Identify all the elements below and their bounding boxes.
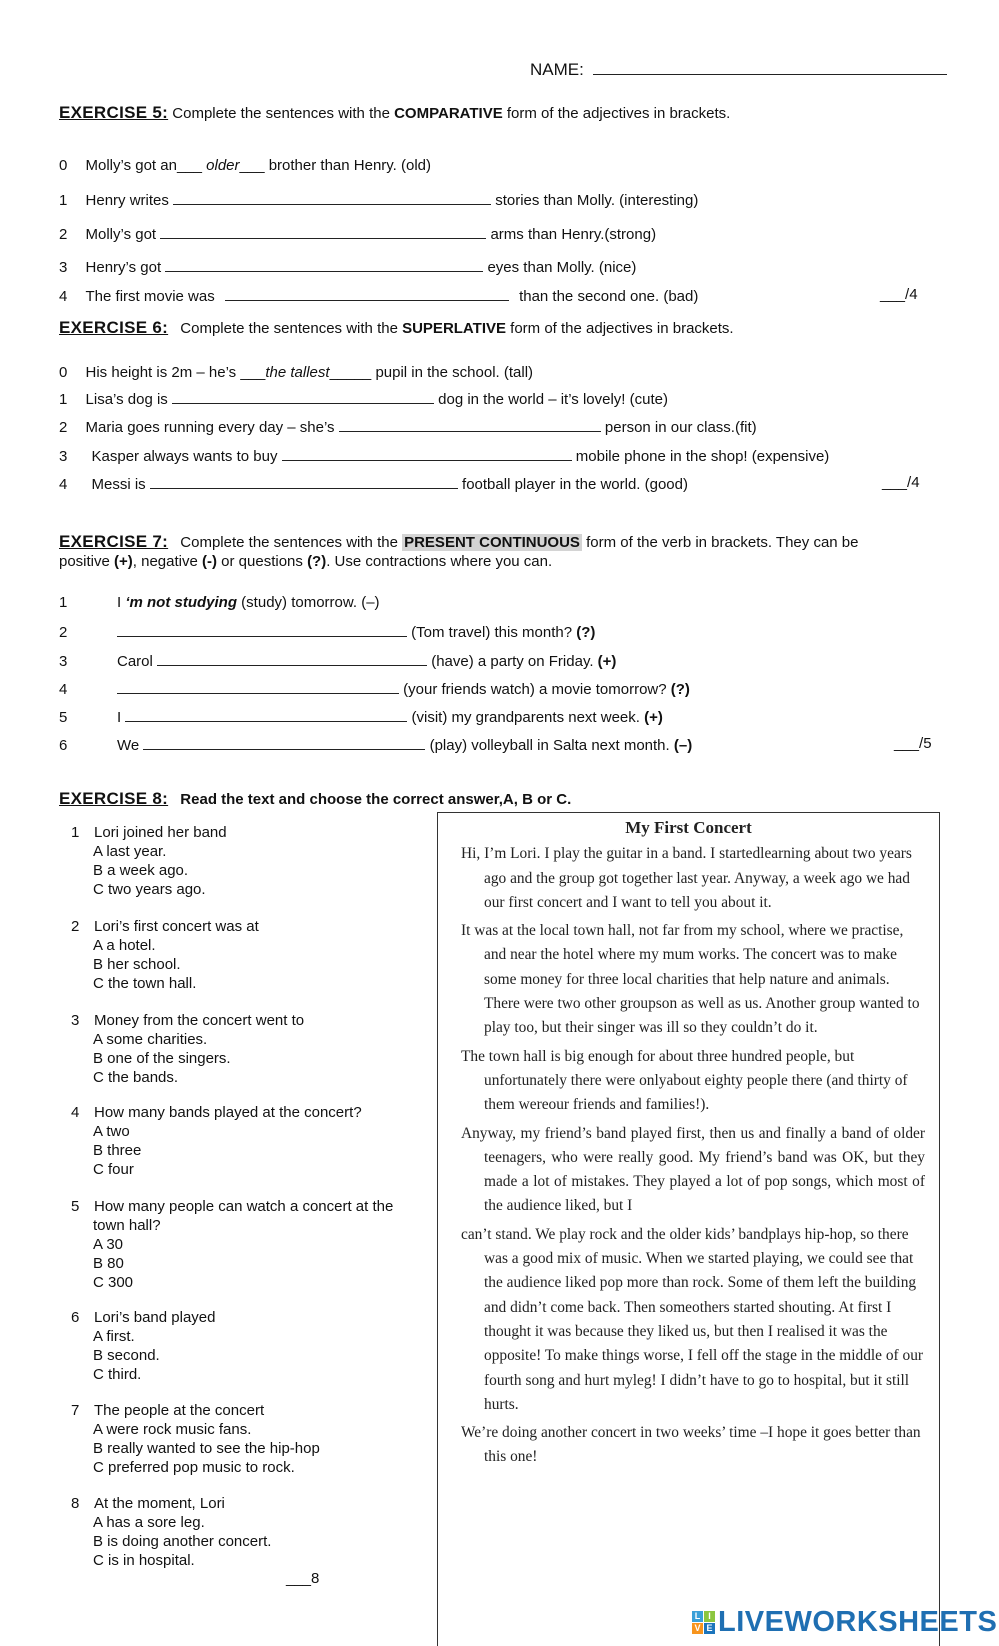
- question-stem: Lori’s first concert was at: [94, 918, 259, 935]
- ex5-item-0: [59, 157, 431, 174]
- answer-blank[interactable]: [339, 417, 601, 432]
- option-b[interactable]: B really wanted to see the hip-hop: [93, 1440, 320, 1457]
- item-text: (study) tomorrow. (–): [237, 594, 380, 611]
- sentence-type-mark: (+): [597, 653, 617, 670]
- sentence-type-mark: (?): [670, 681, 690, 698]
- item-number: 3: [59, 653, 68, 670]
- item-number: 4: [59, 681, 68, 698]
- story-paragraph: Anyway, my friend’s band played first, then us and finally a band of older teenagers, who were really good. My friend’s band was OK, but they made a lot of mistakes. They played a lot of pop songs, which most of the audience liked, but I: [461, 1124, 925, 1215]
- question-stem: At the moment, Lori: [94, 1495, 225, 1512]
- item-number: 0: [59, 364, 68, 381]
- ex7-item-4: [59, 679, 690, 698]
- logo-badge-icon: [692, 1611, 715, 1634]
- question-stem-cont: town hall?: [93, 1217, 161, 1234]
- ex6-instr: Complete the sentences with the: [180, 320, 403, 337]
- story-paragraph: Hi, I’m Lori. I play the guitar in a band. I startedlearning about two years ago and the group got together last year. Anyway, a week ago we had our first concert and I want to tell you about it.: [461, 845, 912, 911]
- ex5-keyword: COMPARATIVE: [394, 105, 503, 122]
- option-c[interactable]: C is in hospital.: [93, 1552, 195, 1569]
- item-text: eyes than Molly. (nice): [487, 259, 637, 276]
- item-number: 1: [59, 594, 68, 611]
- answer-blank[interactable]: [150, 474, 458, 489]
- question-number: 1: [71, 824, 80, 841]
- reading-text-box: [437, 812, 940, 1646]
- item-text: mobile phone in the shop! (expensive): [575, 448, 830, 465]
- option-c[interactable]: C four: [93, 1161, 134, 1178]
- ex7-score: ___/5: [894, 735, 932, 752]
- item-number: 6: [59, 737, 68, 754]
- answer-blank[interactable]: [165, 257, 483, 272]
- option-c[interactable]: C 300: [93, 1274, 134, 1291]
- question-8: [71, 1494, 271, 1570]
- ex7-item-1: [59, 594, 380, 611]
- question-number: 4: [71, 1104, 80, 1121]
- ex7-instr2: , negative: [132, 553, 202, 570]
- ex7-item-5: [59, 707, 663, 726]
- ex8-heading: [59, 789, 571, 809]
- option-a[interactable]: A a hotel.: [93, 937, 156, 954]
- badge-letter: L: [692, 1611, 703, 1622]
- ex5-item-4: [59, 286, 698, 305]
- ex5-item-1: [59, 190, 698, 209]
- ex7-item-3: [59, 651, 616, 670]
- option-b[interactable]: B a week ago.: [93, 862, 189, 879]
- question-6: [71, 1308, 215, 1384]
- answer-blank[interactable]: [225, 286, 509, 301]
- ex8-score: ___8: [286, 1570, 320, 1587]
- item-text: ___ brother than Henry. (old): [239, 157, 432, 174]
- item-number: 4: [59, 476, 68, 493]
- option-a[interactable]: A were rock music fans.: [93, 1421, 252, 1438]
- item-number: 0: [59, 157, 68, 174]
- item-number: 1: [59, 192, 68, 209]
- answer-blank[interactable]: [160, 224, 486, 239]
- item-number: 3: [59, 448, 68, 465]
- name-line: [530, 60, 947, 80]
- option-a[interactable]: A two: [93, 1123, 130, 1140]
- ex6-item-3: [59, 446, 829, 465]
- story-paragraph: The town hall is big enough for about three hundred people, but unfortunately there were onlyabout eighty people there (and thirty of them wereour friends and families!).: [461, 1047, 908, 1114]
- item-text: Messi is: [91, 476, 146, 493]
- item-text: Molly’s got: [85, 226, 157, 243]
- example-answer: the tallest: [265, 364, 330, 381]
- option-a[interactable]: A last year.: [93, 843, 167, 860]
- answer-blank[interactable]: [125, 707, 407, 722]
- question-5: [71, 1197, 393, 1292]
- question-stem: Lori joined her band: [94, 824, 227, 841]
- question-1: [71, 823, 227, 899]
- ex7-item-6: [59, 735, 692, 754]
- item-text: I: [117, 709, 122, 726]
- item-text: (have) a party on Friday.: [431, 653, 598, 670]
- item-text: The first movie was: [85, 288, 215, 305]
- answer-blank[interactable]: [282, 446, 572, 461]
- option-b[interactable]: B one of the singers.: [93, 1050, 231, 1067]
- ex5-item-3: [59, 257, 636, 276]
- question-3: [71, 1011, 304, 1087]
- ex7-item-2: [59, 622, 595, 641]
- item-text: dog in the world – it’s lovely! (cute): [438, 391, 668, 408]
- option-c[interactable]: C third.: [93, 1366, 142, 1383]
- ex6-item-2: [59, 417, 757, 436]
- ex5-score: ___/4: [880, 286, 918, 303]
- option-a[interactable]: A first.: [93, 1328, 135, 1345]
- item-text: We: [117, 737, 140, 754]
- item-text: Molly’s got an___: [85, 157, 207, 174]
- negative-mark: (-): [202, 553, 217, 570]
- ex7-keyword: PRESENT CONTINUOUS: [404, 534, 580, 551]
- answer-blank[interactable]: [117, 622, 407, 637]
- option-c[interactable]: C preferred pop music to rock.: [93, 1459, 295, 1476]
- sentence-type-mark: (?): [576, 624, 596, 641]
- item-text: football player in the world. (good): [462, 476, 688, 493]
- option-b[interactable]: B three: [93, 1142, 142, 1159]
- option-b[interactable]: B second.: [93, 1347, 160, 1364]
- ex5-instr-end: form of the adjectives in brackets.: [502, 105, 731, 122]
- item-text: than the second one. (bad): [519, 288, 699, 305]
- item-number: 1: [59, 391, 68, 408]
- badge-letter: I: [704, 1611, 715, 1622]
- ex6-item-1: [59, 389, 668, 408]
- story-title: My First Concert: [625, 818, 752, 837]
- name-label: NAME:: [530, 60, 584, 79]
- question-number: 2: [71, 918, 80, 935]
- item-text: Henry’s got: [85, 259, 162, 276]
- option-c[interactable]: C two years ago.: [93, 881, 206, 898]
- answer-blank[interactable]: [172, 389, 434, 404]
- item-number: 3: [59, 259, 68, 276]
- ex5-item-2: [59, 224, 656, 243]
- item-text: His height is 2m – he’s ___: [85, 364, 266, 381]
- option-c[interactable]: C the town hall.: [93, 975, 197, 992]
- ex7-title: EXERCISE 7:: [59, 532, 169, 551]
- item-number: 2: [59, 419, 68, 436]
- sentence-type-mark: (+): [644, 709, 663, 726]
- answer-blank[interactable]: [143, 735, 425, 750]
- item-text: (play) volleyball in Salta next month.: [429, 737, 674, 754]
- ex5-heading: [59, 103, 730, 123]
- ex7-heading: [59, 532, 858, 552]
- ex6-instr-end: form of the adjectives in brackets.: [506, 320, 734, 337]
- option-b[interactable]: B 80: [93, 1255, 124, 1272]
- ex7-instr2: or questions: [217, 553, 308, 570]
- ex6-title: EXERCISE 6:: [59, 318, 169, 337]
- example-answer: ‘m not studying: [125, 594, 238, 611]
- story-paragraph: It was at the local town hall, not far from my school, where we practise, and near the hotel where my mum works. The concert was to make some money for three local charities that help nature and animals. There were two other groupson as well as us. Another group wanted to play too, but their singer was ill so they couldn’t do it.: [461, 922, 920, 1037]
- item-text: Kasper always wants to buy: [91, 448, 278, 465]
- item-text: (visit) my grandparents next week.: [411, 709, 645, 726]
- question-stem: How many people can watch a concert at the: [94, 1198, 394, 1215]
- ex6-item-4: [59, 474, 688, 493]
- option-a[interactable]: A some charities.: [93, 1031, 208, 1048]
- ex8-instr: Read the text and choose the correct answer,A, B or C.: [180, 791, 572, 808]
- ex8-title: EXERCISE 8:: [59, 789, 169, 808]
- question-number: 5: [71, 1198, 80, 1215]
- ex6-heading: [59, 318, 734, 338]
- item-number: 5: [59, 709, 68, 726]
- item-text: (Tom travel) this month?: [411, 624, 577, 641]
- question-2: [71, 917, 259, 993]
- question-7: [71, 1401, 320, 1477]
- logo-text: LIVEWORKSHEETS: [718, 1605, 998, 1638]
- question-4: [71, 1103, 362, 1179]
- liveworksheets-logo: [692, 1604, 997, 1640]
- ex7-instr2: positive: [59, 553, 115, 570]
- item-text: _____ pupil in the school. (tall): [329, 364, 534, 381]
- item-number: 2: [59, 624, 68, 641]
- question-stem: Lori’s band played: [94, 1309, 216, 1326]
- item-number: 2: [59, 226, 68, 243]
- question-number: 6: [71, 1309, 80, 1326]
- option-c[interactable]: C the bands.: [93, 1069, 179, 1086]
- option-a[interactable]: A has a sore leg.: [93, 1514, 205, 1531]
- ex5-title: EXERCISE 5:: [59, 103, 169, 122]
- item-number: 4: [59, 288, 68, 305]
- item-text: Carol: [117, 653, 153, 670]
- ex6-score: ___/4: [882, 474, 920, 491]
- name-input[interactable]: [593, 60, 947, 75]
- ex6-item-0: [59, 364, 533, 381]
- positive-mark: (+): [114, 553, 133, 570]
- item-text: Lisa’s dog is: [85, 391, 168, 408]
- answer-blank[interactable]: [173, 190, 491, 205]
- question-mark: (?): [307, 553, 327, 570]
- ex6-keyword: SUPERLATIVE: [402, 320, 506, 337]
- item-text: Henry writes: [85, 192, 169, 209]
- item-text: Maria goes running every day – she’s: [85, 419, 335, 436]
- ex5-instr: Complete the sentences with the: [168, 105, 395, 122]
- story-paragraph: We’re doing another concert in two weeks’ time –I hope it goes better than this one!: [461, 1424, 921, 1466]
- question-number: 7: [71, 1402, 80, 1419]
- item-text: I: [117, 594, 126, 611]
- sentence-type-mark: (–): [673, 737, 693, 754]
- option-a[interactable]: A 30: [93, 1236, 124, 1253]
- ex7-instr2: . Use contractions where you can.: [326, 553, 553, 570]
- ex7-heading-line2: [59, 553, 552, 570]
- item-text: arms than Henry.(strong): [490, 226, 657, 243]
- question-stem: How many bands played at the concert?: [94, 1104, 362, 1121]
- question-stem: The people at the concert: [94, 1402, 265, 1419]
- answer-blank[interactable]: [157, 651, 427, 666]
- example-answer: older: [206, 157, 240, 174]
- item-text: stories than Molly. (interesting): [495, 192, 699, 209]
- item-text: person in our class.(fit): [604, 419, 757, 436]
- ex7-instr: Complete the sentences with the: [180, 534, 403, 551]
- item-text: (your friends watch) a movie tomorrow?: [403, 681, 671, 698]
- option-b[interactable]: B is doing another concert.: [93, 1533, 272, 1550]
- story-paragraph: can’t stand. We play rock and the older kids’ bandplays hip-hop, so there was a good mix of music. When we started playing, we could see that the audience liked pop more than rock. Some of them left the building and didn’t come back. Then someothers started shouting. At first I thought it was because they liked us, but then I realised it was the opposite! To make things worse, I fell off the stage in the middle of our fourth song and hurt myleg! I didn’t have to go to hospital, but it still hurts.: [461, 1225, 924, 1413]
- badge-letter: V: [692, 1623, 703, 1634]
- question-number: 3: [71, 1012, 80, 1029]
- answer-blank[interactable]: [117, 679, 399, 694]
- option-b[interactable]: B her school.: [93, 956, 181, 973]
- question-stem: Money from the concert went to: [94, 1012, 305, 1029]
- question-number: 8: [71, 1495, 80, 1512]
- ex7-instr-end: form of the verb in brackets. They can be: [581, 534, 859, 551]
- badge-letter: E: [704, 1623, 715, 1634]
